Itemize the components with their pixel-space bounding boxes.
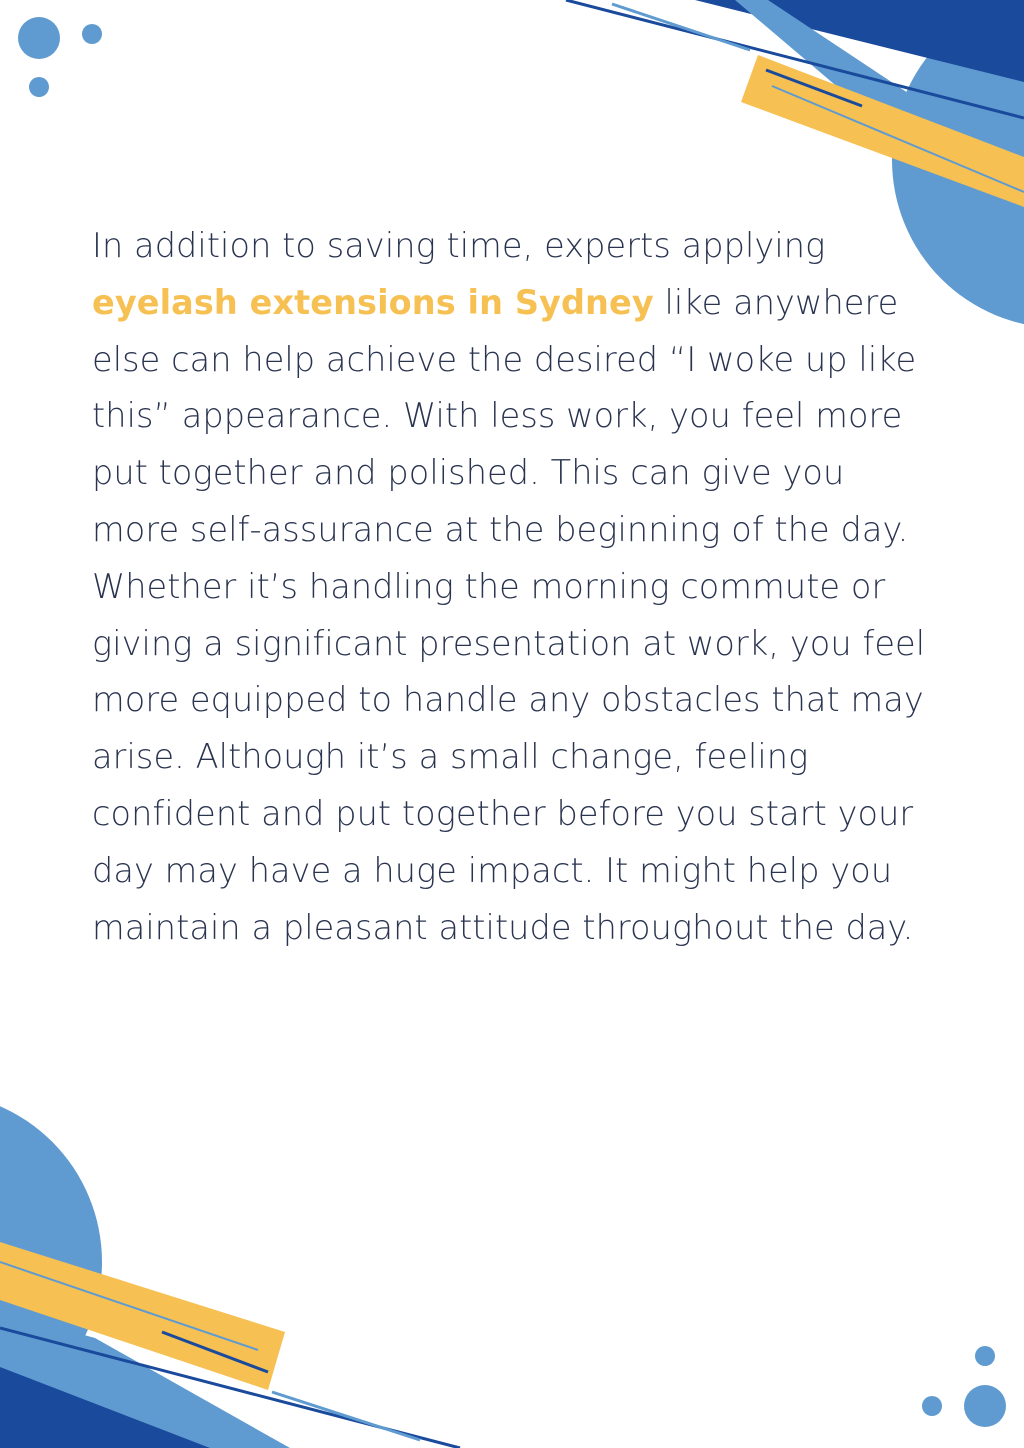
paragraph-intro: In addition to saving time, experts applying	[92, 226, 826, 265]
paragraph-rest: like anywhere else can help achieve the desired “I woke up like this” appearance. With less work, you feel more put together and polished. This can give you more self-assurance at the beginning of the day. Whether it’s handling the morning commute or giving a significant presentation at work, you feel more equipped to handle any obstacles that may arise. Although it’s a small change, feeling confident and put together before you start your day may have a huge impact. It might help you maintain a pleasant attitude throughout the day.	[92, 282, 926, 947]
dot-small	[922, 1396, 942, 1416]
dot-small	[975, 1346, 995, 1366]
accent-line	[272, 1392, 420, 1440]
top-left-dots	[18, 17, 102, 97]
bottom-right-dots	[922, 1346, 1006, 1427]
highlighted-link-text[interactable]: eyelash extensions in Sydney	[92, 282, 654, 322]
dot-small	[82, 24, 102, 44]
bottom-left-decor	[0, 1092, 460, 1448]
dot-small	[29, 77, 49, 97]
body-paragraph	[92, 218, 942, 956]
accent-line	[612, 4, 750, 50]
dot-large	[18, 17, 60, 59]
dot-large	[964, 1385, 1006, 1427]
